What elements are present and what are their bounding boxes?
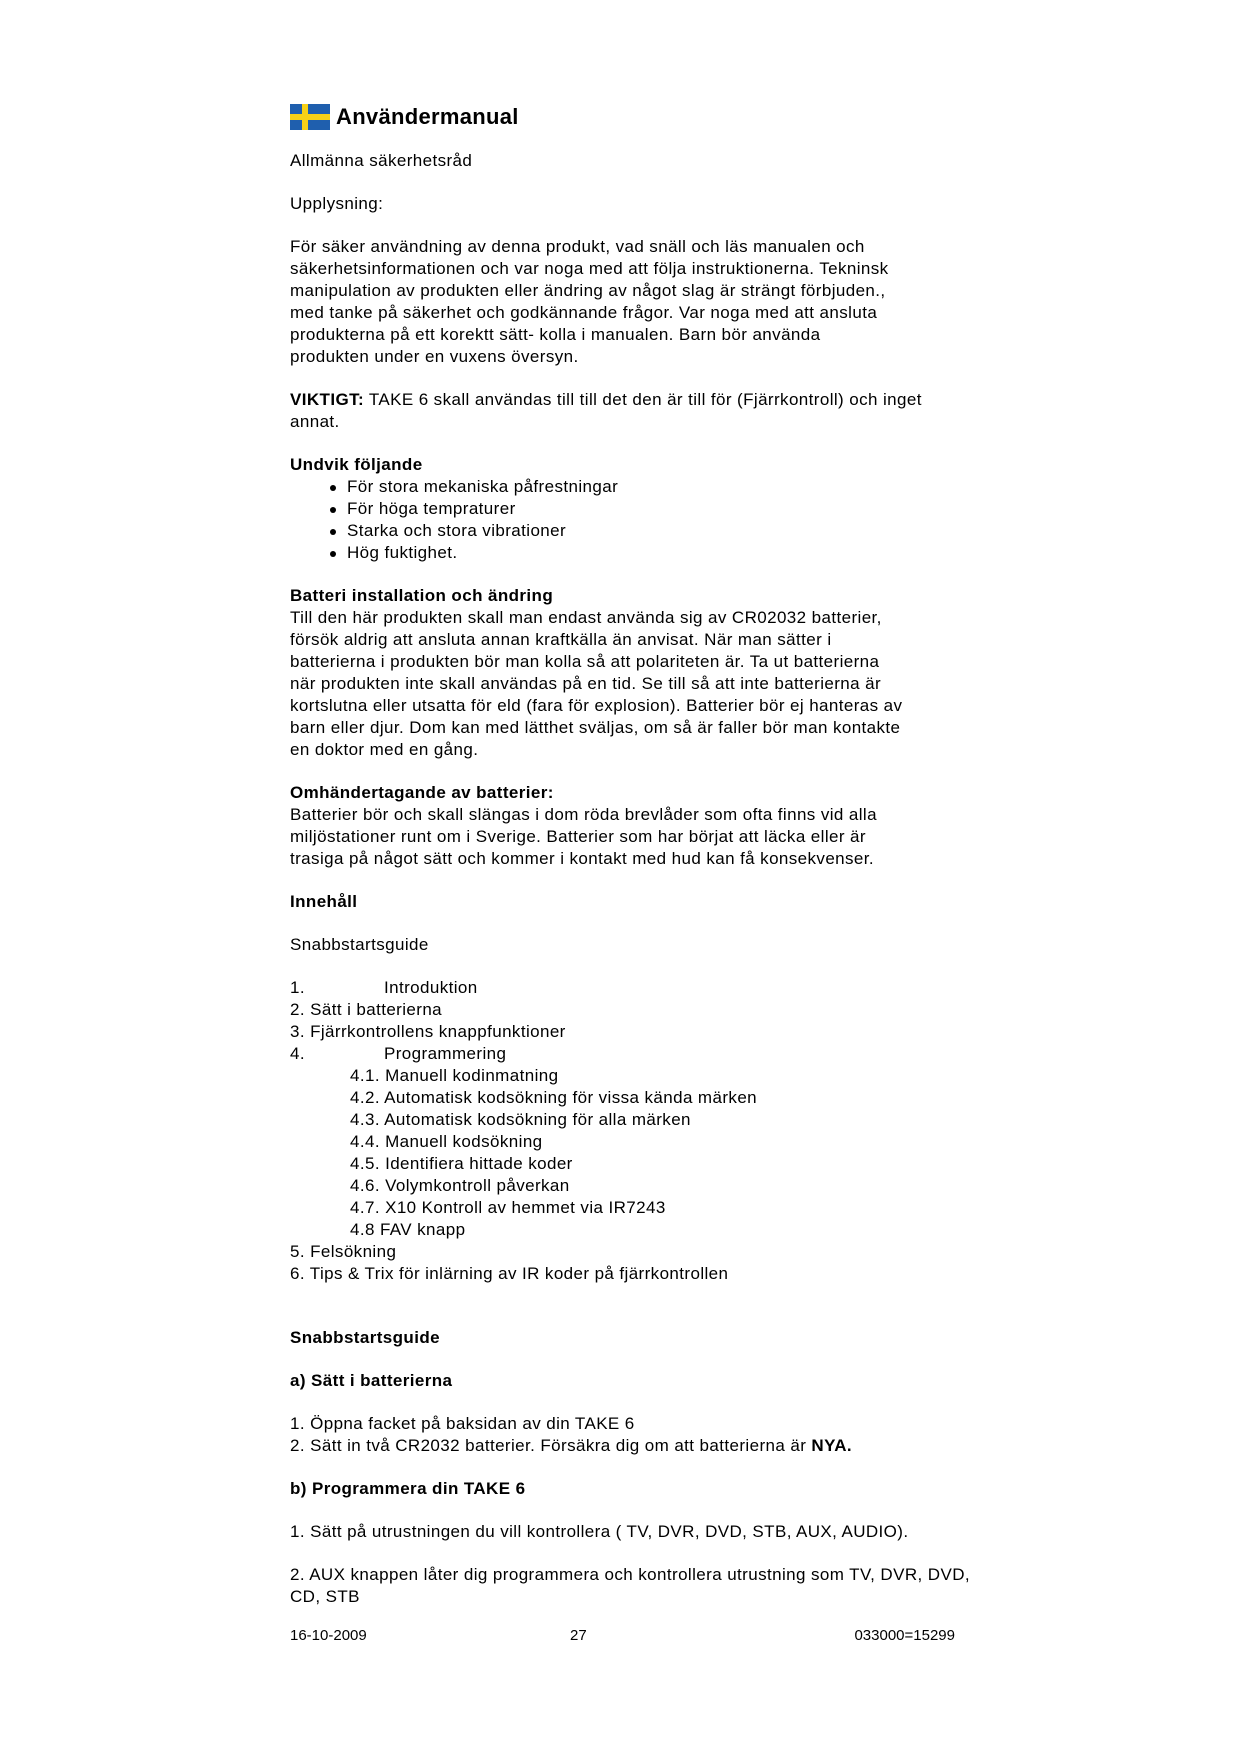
battery-step-2: 2. Sätt in två CR2032 batterier. Försäkra dig om att batterierna är NYA. — [290, 1436, 853, 1455]
toc-subitem: 4.5. Identifiera hittade koder — [350, 1154, 573, 1173]
notice-line: produkterna på ett korektt sätt- kolla i manualen. Barn bör använda — [290, 325, 821, 344]
disposal-line: Batterier bör och skall slängas i dom röda brevlåder som ofta finns vid alla — [290, 805, 877, 824]
toc-subitem: 4.2. Automatisk kodsökning för vissa kända märken — [350, 1088, 758, 1107]
list-item: Hög fuktighet. — [330, 542, 970, 564]
toc-subitem: 4.6. Volymkontroll påverkan — [350, 1176, 570, 1195]
contents-heading: Innehåll — [290, 892, 358, 911]
disposal-line: miljöstationer runt om i Sverige. Batterier som har börjat att läcka eller är — [290, 827, 866, 846]
important-paragraph — [290, 389, 970, 433]
page-footer — [290, 1627, 955, 1647]
toc-subitem: 4.1. Manuell kodinmatning — [350, 1066, 559, 1085]
program-step-2: 2. AUX knappen låter dig programmera och kontrollera utrustning som TV, DVR, DVD, CD, STB — [290, 1565, 970, 1606]
avoid-list — [290, 476, 970, 564]
program-heading: b) Programmera din TAKE 6 — [290, 1479, 526, 1498]
important-text-cont: annat. — [290, 412, 340, 431]
toc-subitem: 4.7. X10 Kontroll av hemmet via IR7243 — [350, 1198, 666, 1217]
toc-item: 3. Fjärrkontrollens knappfunktioner — [290, 1022, 566, 1041]
toc-item: 2. Sätt i batterierna — [290, 1000, 443, 1019]
battery-line: kortslutna eller utsatta för eld (fara för explosion). Batterier bör ej hanteras av — [290, 696, 903, 715]
disposal-paragraph — [290, 804, 970, 870]
toc-item: 4. Programmering — [290, 1044, 507, 1063]
avoid-heading: Undvik följande — [290, 455, 423, 474]
table-of-contents — [290, 977, 970, 1285]
toc-item: 1. Introduktion — [290, 978, 478, 997]
page-title: Användermanual — [336, 104, 519, 129]
list-item: Starka och stora vibrationer — [330, 520, 970, 542]
notice-line: med tanke på säkerhet och godkännande frågor. Var noga med att ansluta — [290, 303, 878, 322]
safety-heading: Allmänna säkerhetsråd — [290, 151, 473, 170]
battery-line: batterierna i produkten bör man kolla så att polariteten är. Ta ut batterierna — [290, 652, 880, 671]
important-text: TAKE 6 skall användas till till det den är till för (Fjärrkontroll) och inget — [364, 390, 922, 409]
contents-quickstart: Snabbstartsguide — [290, 935, 429, 954]
notice-line: säkerhetsinformationen och var noga med att följa instruktionerna. Tekninsk — [290, 259, 889, 278]
footer-date: 16-10-2009 — [290, 1627, 367, 1644]
page-number: 27 — [570, 1627, 587, 1644]
battery-line: barn eller djur. Dom kan med lätthet sväljas, om så är faller bör man kontakte — [290, 718, 901, 737]
battery-line: när produkten inte skall användas på en tid. Se till så att inte batterierna är — [290, 674, 882, 693]
list-item: För stora mekaniska påfrestningar — [330, 476, 970, 498]
swedish-flag-icon — [290, 104, 330, 130]
notice-label: Upplysning: — [290, 194, 384, 213]
footer-code: 033000=15299 — [854, 1627, 955, 1644]
program-step-1: 1. Sätt på utrustningen du vill kontrollera ( TV, DVR, DVD, STB, AUX, AUDIO). — [290, 1522, 909, 1541]
title-row — [290, 100, 970, 134]
toc-subitem: 4.3. Automatisk kodsökning för alla märken — [350, 1110, 691, 1129]
notice-paragraph — [290, 236, 970, 368]
toc-item: 6. Tips & Trix för inlärning av IR koder på fjärrkontrollen — [290, 1264, 729, 1283]
battery-line: en doktor med en gång. — [290, 740, 479, 759]
toc-subitem: 4.4. Manuell kodsökning — [350, 1132, 543, 1151]
battery-step-heading: a) Sätt i batterierna — [290, 1371, 453, 1390]
important-label: VIKTIGT: — [290, 390, 365, 409]
notice-line: manipulation av produkten eller ändring av något slag är strängt förbjuden., — [290, 281, 886, 300]
battery-heading: Batteri installation och ändring — [290, 586, 554, 605]
toc-item: 5. Felsökning — [290, 1242, 397, 1261]
battery-paragraph — [290, 607, 970, 761]
disposal-line: trasiga på något sätt och kommer i kontakt med hud kan få konsekvenser. — [290, 849, 875, 868]
disposal-heading: Omhändertagande av batterier: — [290, 783, 554, 802]
battery-line: försök aldrig att ansluta annan kraftkälla än anvisat. När man sätter i — [290, 630, 832, 649]
battery-line: Till den här produkten skall man endast använda sig av CR02032 batterier, — [290, 608, 882, 627]
battery-step-1: 1. Öppna facket på baksidan av din TAKE 6 — [290, 1414, 635, 1433]
quickstart-heading: Snabbstartsguide — [290, 1328, 440, 1347]
notice-line: produkten under en vuxens översyn. — [290, 347, 579, 366]
notice-line: För säker användning av denna produkt, vad snäll och läs manualen och — [290, 237, 865, 256]
page-content — [290, 100, 970, 1608]
toc-subitem: 4.8 FAV knapp — [350, 1220, 466, 1239]
list-item: För höga tempraturer — [330, 498, 970, 520]
